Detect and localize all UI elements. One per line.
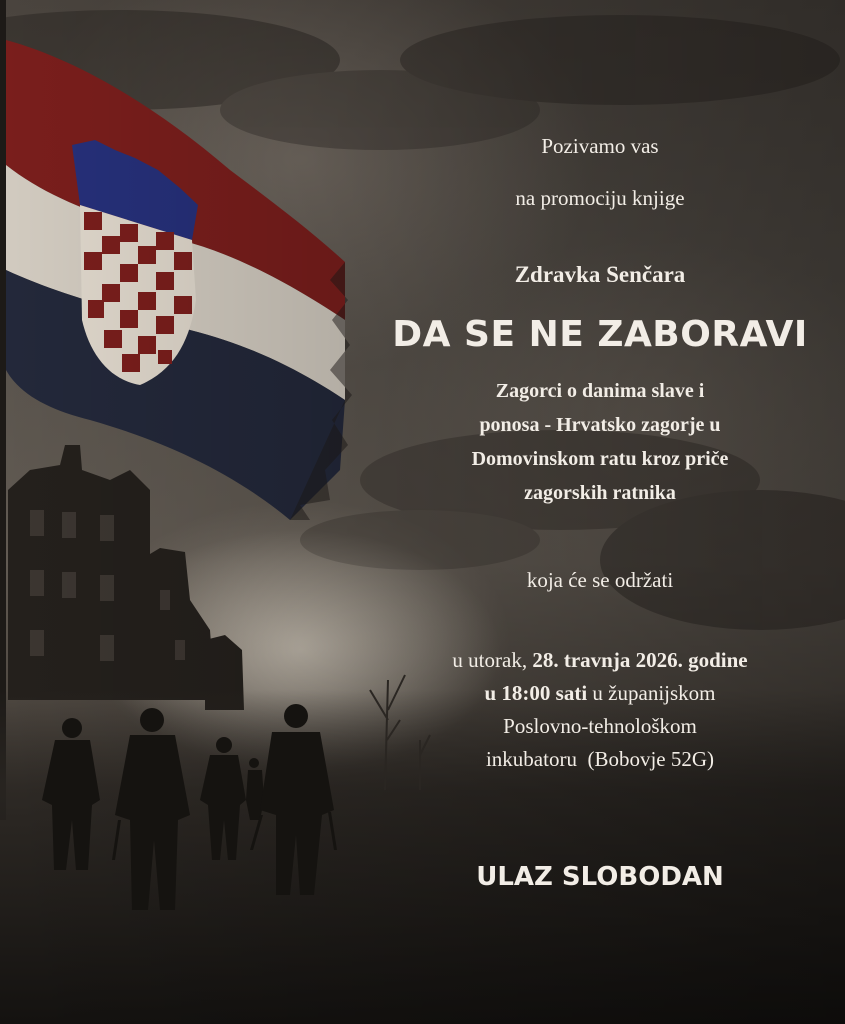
event-details: [380, 644, 820, 776]
subtitle-line: ponosa - Hrvatsko zagorje u: [479, 414, 721, 436]
event-place-line-3: inkubatoru (Bobovje 52G): [485, 747, 715, 771]
event-place-line-2: Poslovno-tehnološkom: [503, 714, 697, 738]
subtitle-line: zagorskih ratnika: [524, 482, 676, 504]
event-date: 28. travnja 2026. godine: [532, 648, 748, 672]
book-author: Zdravka Senčara: [514, 262, 686, 287]
invitation: [370, 120, 830, 224]
free-entry: ULAZ SLOBODAN: [476, 862, 724, 892]
book-subtitle: [400, 374, 800, 510]
book-title: DA SE NE ZABORAVI: [392, 314, 808, 355]
subtitle-line: Zagorci o danima slave i: [495, 380, 705, 402]
event-time: u 18:00 sati: [484, 681, 588, 705]
event-date-line: [380, 644, 820, 677]
invite-line-2: na promociju knjige: [515, 186, 685, 210]
subtitle-line: Domovinskom ratu kroz priče: [471, 448, 729, 470]
event-time-line: [380, 677, 820, 710]
invite-line-1: Pozivamo vas: [541, 134, 659, 158]
day-prefix: u utorak,: [452, 648, 533, 672]
place-suffix: u županijskom: [587, 681, 716, 705]
held-text: koja će se održati: [526, 568, 674, 592]
